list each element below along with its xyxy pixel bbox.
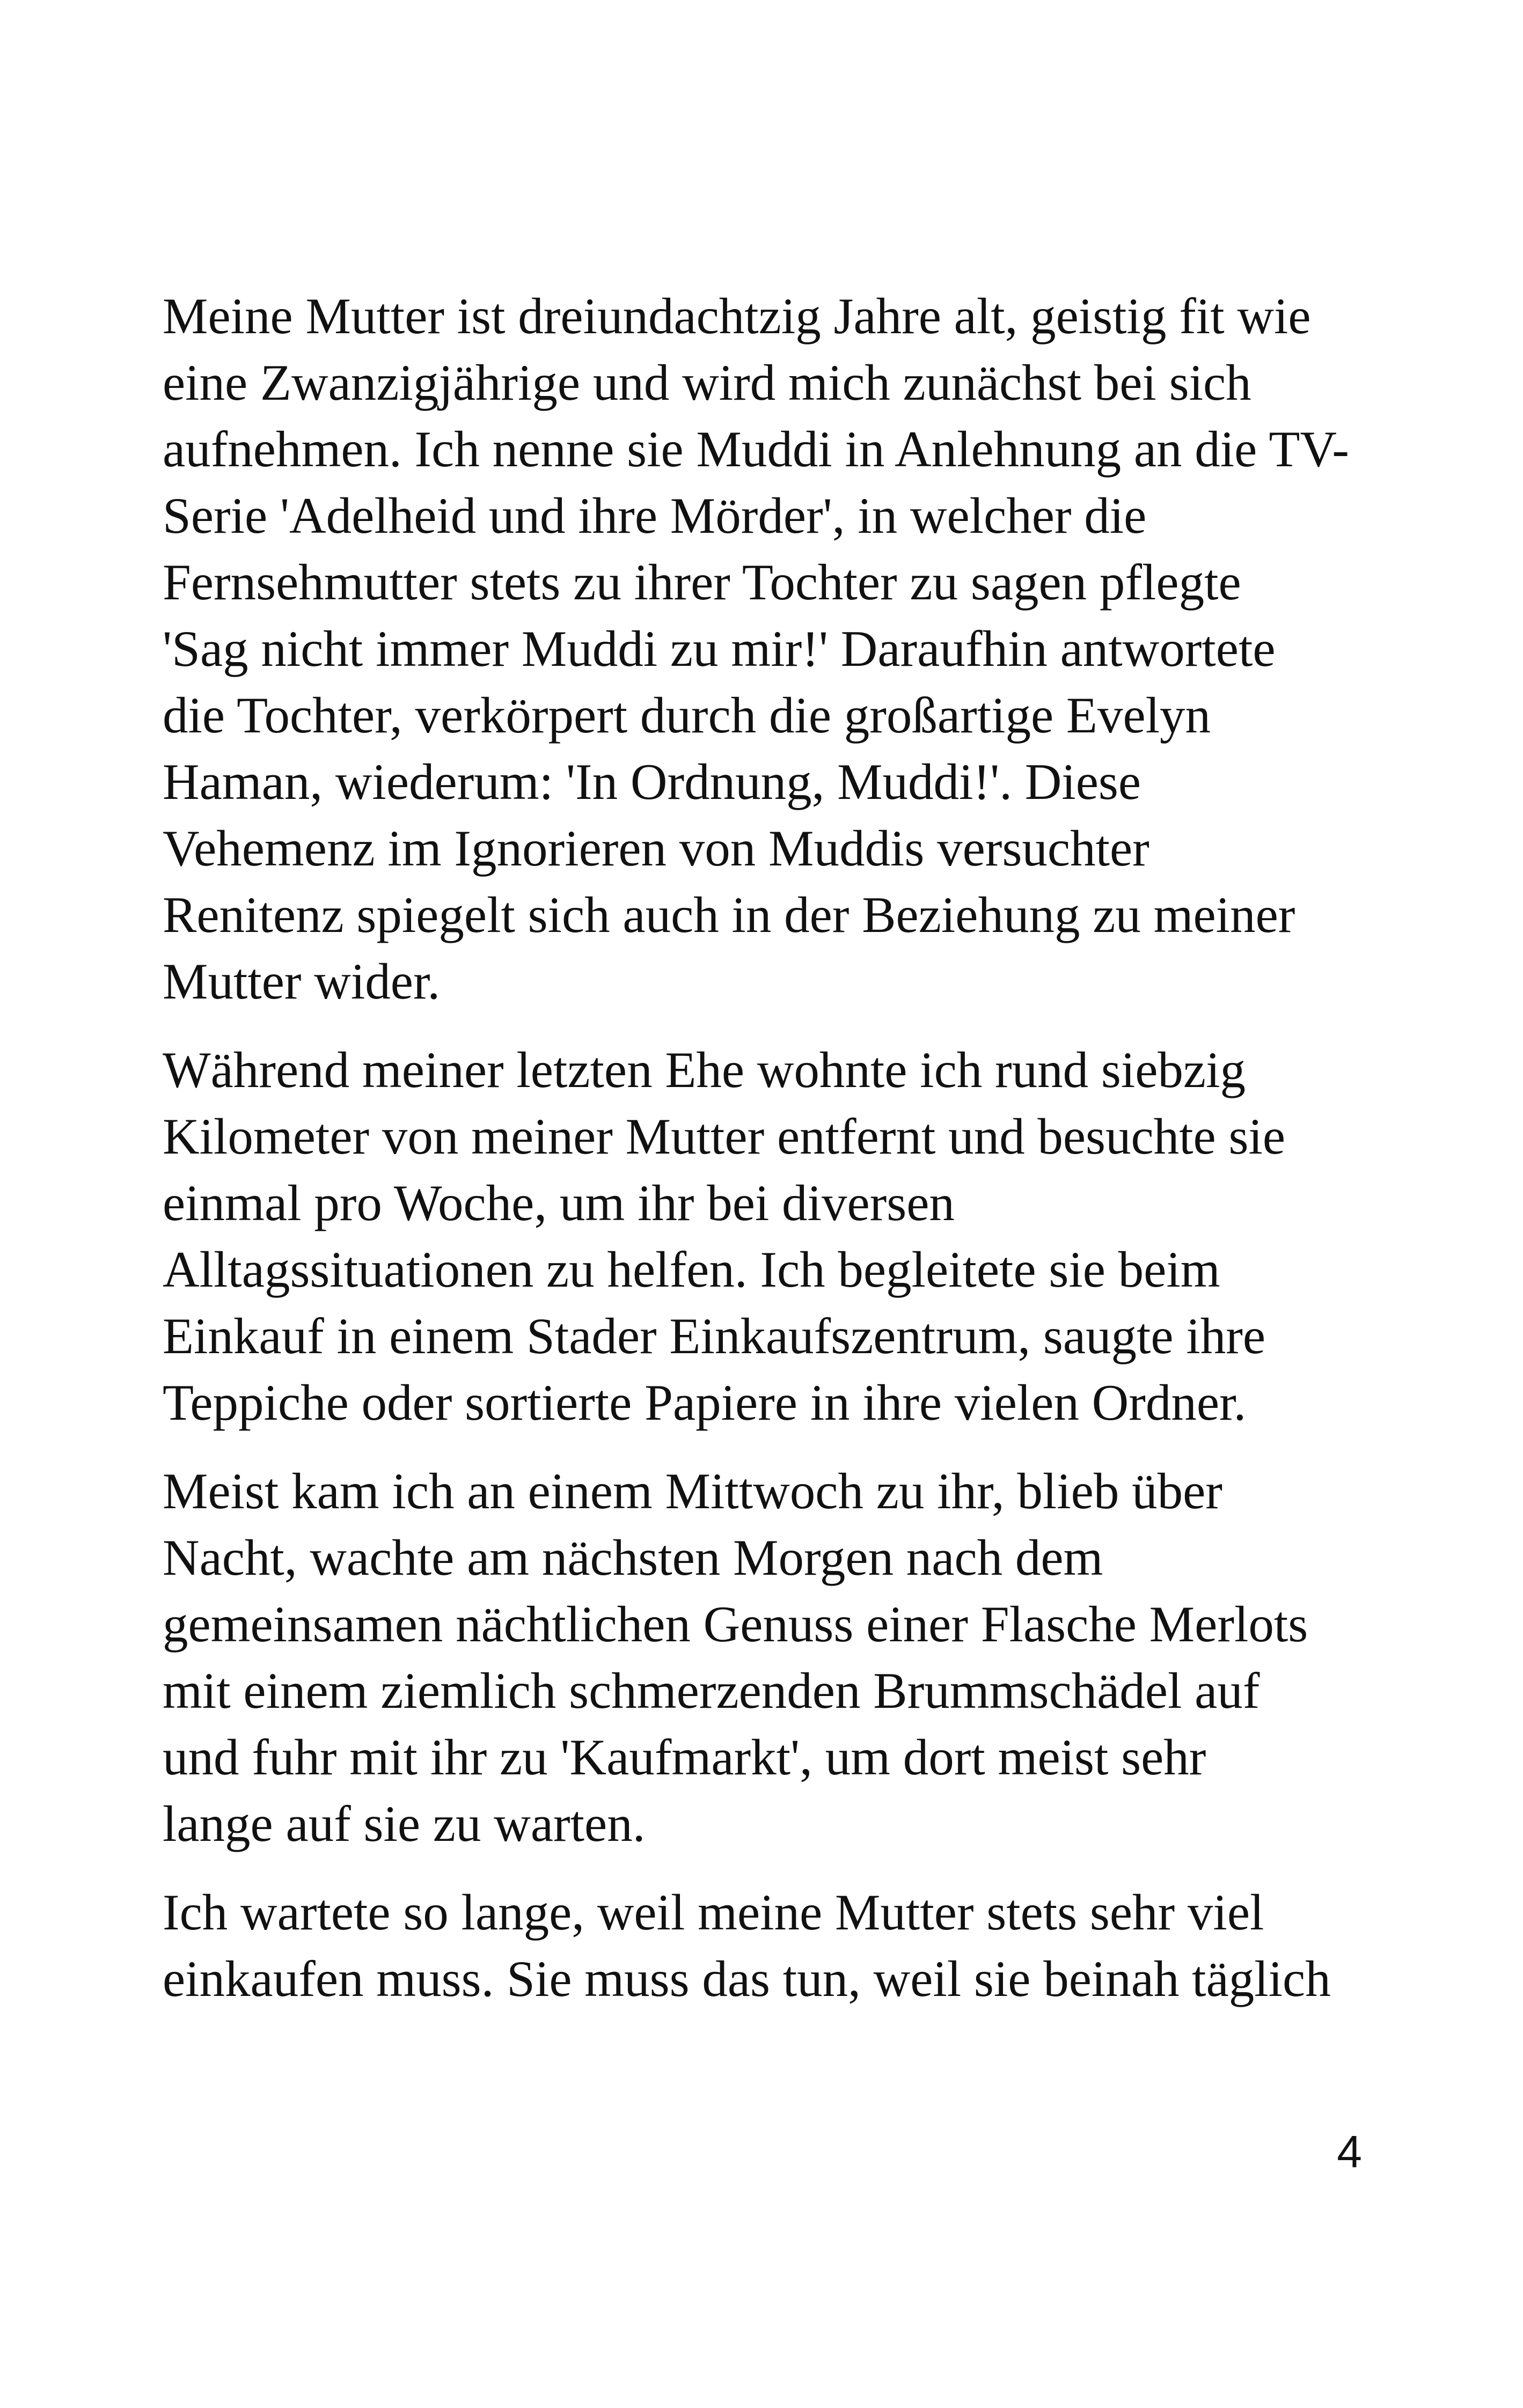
text-line: mit einem ziemlich schmerzenden Brummschädel auf [163,1662,1260,1719]
text-line: Während meiner letzten Ehe wohnte ich rund siebzig [163,1041,1246,1098]
text-line: Nacht, wachte am nächsten Morgen nach dem [163,1529,1103,1586]
text-line: Haman, wiederum: 'In Ordnung, Muddi!'. Diese [163,753,1141,810]
text-line: Alltagssituationen zu helfen. Ich begleitete sie beim [163,1241,1220,1298]
paragraph-2 [163,1037,1365,1436]
paragraph-3 [163,1458,1365,1857]
text-line: Serie 'Adelheid und ihre Mörder', in welcher die [163,487,1147,544]
text-line: Kilometer von meiner Mutter entfernt und besuchte sie [163,1108,1285,1165]
text-line: Vehemenz im Ignorieren von Muddis versuchter [163,820,1149,877]
text-line: einkaufen muss. Sie muss das tun, weil sie beinah täglich [163,1950,1331,2007]
text-line: eine Zwanzigjährige und wird mich zunächst bei sich [163,354,1251,411]
text-line: gemeinsamen nächtlichen Genuss einer Flasche Merlots [163,1596,1308,1653]
text-line: Meine Mutter ist dreiundachtzig Jahre alt, geistig fit wie [163,288,1311,344]
text-line: die Tochter, verkörpert durch die großartige Evelyn [163,687,1211,744]
paragraph-4 [163,1879,1365,2012]
text-line: 'Sag nicht immer Muddi zu mir!' Daraufhin antwortete [163,620,1276,677]
body-text [163,283,1365,2034]
text-line: Meist kam ich an einem Mittwoch zu ihr, blieb über [163,1463,1222,1519]
text-line: Einkauf in einem Stader Einkaufszentrum, saugte ihre [163,1308,1266,1364]
text-line: und fuhr mit ihr zu 'Kaufmarkt', um dort meist sehr [163,1729,1206,1786]
text-line: einmal pro Woche, um ihr bei diversen [163,1174,955,1231]
text-line: aufnehmen. Ich nenne sie Muddi in Anlehnung an die TV- [163,421,1349,478]
text-line: Fernsehmutter stets zu ihrer Tochter zu sagen pflegte [163,554,1241,611]
text-line: Teppiche oder sortierte Papiere in ihre vielen Ordner. [163,1374,1247,1431]
paragraph-1 [163,283,1365,1015]
text-line: Renitenz spiegelt sich auch in der Beziehung zu meiner [163,886,1295,943]
text-line: Ich wartete so lange, weil meine Mutter stets sehr viel [163,1884,1264,1941]
page-number: 4 [1337,2126,1362,2177]
text-line: Mutter wider. [163,953,441,1010]
text-line: lange auf sie zu warten. [163,1795,646,1852]
